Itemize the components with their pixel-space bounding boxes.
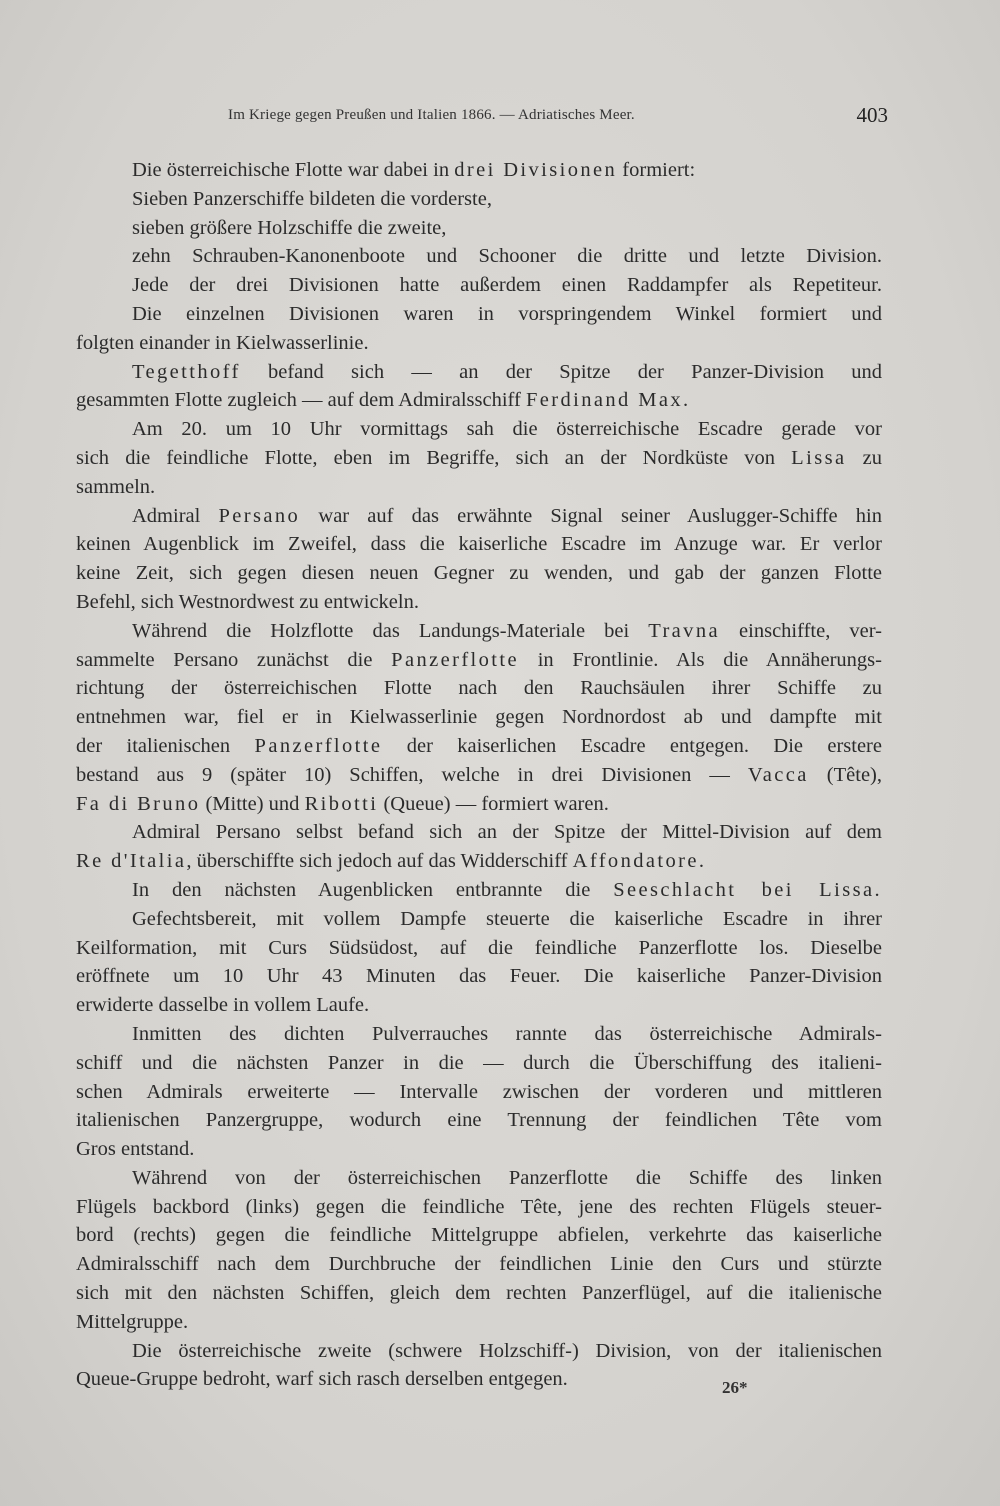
text-line: Befehl, sich Westnordwest zu entwickeln. bbox=[76, 590, 419, 613]
emphasis: Travna bbox=[648, 619, 720, 642]
text-line: In den nächsten Augenblicken entbrannte die Seeschlacht bei Lissa. bbox=[132, 878, 882, 901]
text-line: Die einzelnen Divisionen waren in vorspringendem Winkel formiert und bbox=[132, 302, 882, 325]
page-number: 403 bbox=[856, 103, 888, 127]
text-line: zehn Schrauben-Kanonenboote und Schooner die dritte und letzte Division. bbox=[132, 245, 882, 268]
text-line: schiff und die nächsten Panzer in die — durch die Überschiffung des italieni- bbox=[76, 1051, 882, 1074]
text-line: Sieben Panzerschiffe bildeten die vorderste, bbox=[132, 187, 492, 210]
text-line: Admiral Persano selbst befand sich an der Spitze der Mittel-Division auf dem bbox=[132, 821, 882, 844]
text-line: Während von der österreichischen Panzerflotte die Schiffe des linken bbox=[132, 1166, 882, 1189]
text-line: Mittelgruppe. bbox=[76, 1310, 189, 1333]
emphasis: Ribotti bbox=[304, 792, 379, 815]
emphasis: Re d'Italia bbox=[76, 850, 187, 873]
text-line: keine Zeit, sich gegen diesen neuen Gegner zu wenden, und gab der ganzen Flotte bbox=[76, 562, 882, 585]
emphasis: drei Divisionen bbox=[454, 159, 618, 181]
emphasis: Fa di Bruno bbox=[76, 792, 201, 815]
text-line: bord (rechts) gegen die feindliche Mittelgruppe abfielen, verkehrte das kaiserliche bbox=[76, 1224, 882, 1247]
emphasis: Ferdinand Max. bbox=[525, 389, 691, 412]
text-line: sich die feindliche Flotte, eben im Begriffe, sich an der Nordküste von Lissa zu bbox=[76, 446, 882, 469]
body-text bbox=[76, 156, 882, 1394]
text-line: sieben größere Holzschiffe die zweite, bbox=[132, 216, 447, 239]
text-line: folgten einander in Kielwasserlinie. bbox=[76, 331, 369, 354]
emphasis: Panzerflotte bbox=[254, 734, 383, 757]
text-line: bestand aus 9 (später 10) Schiffen, welche in drei Divisionen — Vacca (Tête), bbox=[76, 763, 882, 786]
text-line: sammelte Persano zunächst die Panzerflotte in Frontlinie. Als die Annäherungs- bbox=[76, 648, 882, 671]
text-line: Re d'Italia, überschiffte sich jedoch auf das Widderschiff Affondatore. bbox=[76, 850, 707, 873]
text-line: Tegetthoff befand sich — an der Spitze der Panzer-Division und bbox=[132, 360, 882, 383]
text-line: Admiral Persano war auf das erwähnte Signal seiner Auslugger-Schiffe hin bbox=[132, 504, 882, 527]
emphasis: Persano bbox=[218, 504, 301, 527]
text-line: Inmitten des dichten Pulverrauches rannte das österreichische Admirals- bbox=[132, 1022, 882, 1045]
text-line: Admiralsschiff nach dem Durchbruche der feindlichen Linie den Curs und stürzte bbox=[76, 1253, 882, 1276]
emphasis: Tegetthoff bbox=[132, 360, 241, 383]
text-line: Keilformation, mit Curs Südsüdost, auf die feindliche Panzerflotte los. Dieselbe bbox=[76, 936, 882, 959]
text-line: Fa di Bruno (Mitte) und Ribotti (Queue) — formiert waren. bbox=[76, 792, 609, 815]
text-line: Die österreichische zweite (schwere Holzschiff-) Division, von der italienischen bbox=[132, 1339, 882, 1362]
emphasis: Vacca bbox=[747, 763, 809, 786]
text-line: gesammten Flotte zugleich — auf dem Admiralsschiff Ferdinand Max. bbox=[76, 389, 691, 412]
emphasis: Lissa bbox=[791, 446, 847, 469]
emphasis: Seeschlacht bei Lissa. bbox=[613, 878, 882, 901]
text-line: italienischen Panzergruppe, wodurch eine Trennung der feindlichen Tête vom bbox=[76, 1109, 882, 1132]
text-line: Queue-Gruppe bedroht, warf sich rasch derselben entgegen. bbox=[76, 1368, 568, 1391]
text-line: Jede der drei Divisionen hatte außerdem einen Raddampfer als Repetiteur. bbox=[132, 274, 882, 297]
text-line: Gros entstand. bbox=[76, 1138, 195, 1161]
text-line: entnehmen war, fiel er in Kielwasserlinie gegen Nordnordost ab und dampfte mit bbox=[76, 706, 882, 729]
page-header bbox=[228, 103, 888, 129]
text-line: sich mit den nächsten Schiffen, gleich dem rechten Panzerflügel, auf die italienische bbox=[76, 1282, 882, 1305]
signature-mark: 26* bbox=[722, 1378, 748, 1397]
emphasis: Affondatore. bbox=[572, 850, 707, 873]
text-line: schen Admirals erweiterte — Intervalle zwischen der vorderen und mittleren bbox=[76, 1080, 882, 1103]
text-line: Gefechtsbereit, mit vollem Dampfe steuerte die kaiserliche Escadre in ihrer bbox=[132, 907, 882, 930]
text-line: der italienischen Panzerflotte der kaiserlichen Escadre entgegen. Die erstere bbox=[76, 734, 882, 757]
text-line: eröffnete um 10 Uhr 43 Minuten das Feuer. Die kaiserliche Panzer-Division bbox=[76, 965, 882, 988]
text-line: erwiderte dasselbe in vollem Laufe. bbox=[76, 994, 370, 1017]
text-line: Während die Holzflotte das Landungs-Materiale bei Travna einschiffte, ver- bbox=[132, 619, 882, 642]
running-head: Im Kriege gegen Preußen und Italien 1866. — Adriatisches Meer. bbox=[228, 107, 635, 123]
text-line: Flügels backbord (links) gegen die feindliche Tête, jene des rechten Flügels steuer- bbox=[76, 1195, 882, 1218]
text-line: keinen Augenblick im Zweifel, dass die kaiserliche Escadre im Anzuge war. Er verlor bbox=[76, 533, 882, 556]
text-line: richtung der österreichischen Flotte nach den Rauchsäulen ihrer Schiffe zu bbox=[76, 677, 882, 700]
text-line: Am 20. um 10 Uhr vormittags sah die österreichische Escadre gerade vor bbox=[132, 418, 882, 441]
emphasis: Panzerflotte bbox=[391, 648, 519, 671]
text-line: sammeln. bbox=[76, 475, 156, 498]
text-line: Die österreichische Flotte war dabei in drei Divisionen formiert: bbox=[132, 159, 696, 181]
